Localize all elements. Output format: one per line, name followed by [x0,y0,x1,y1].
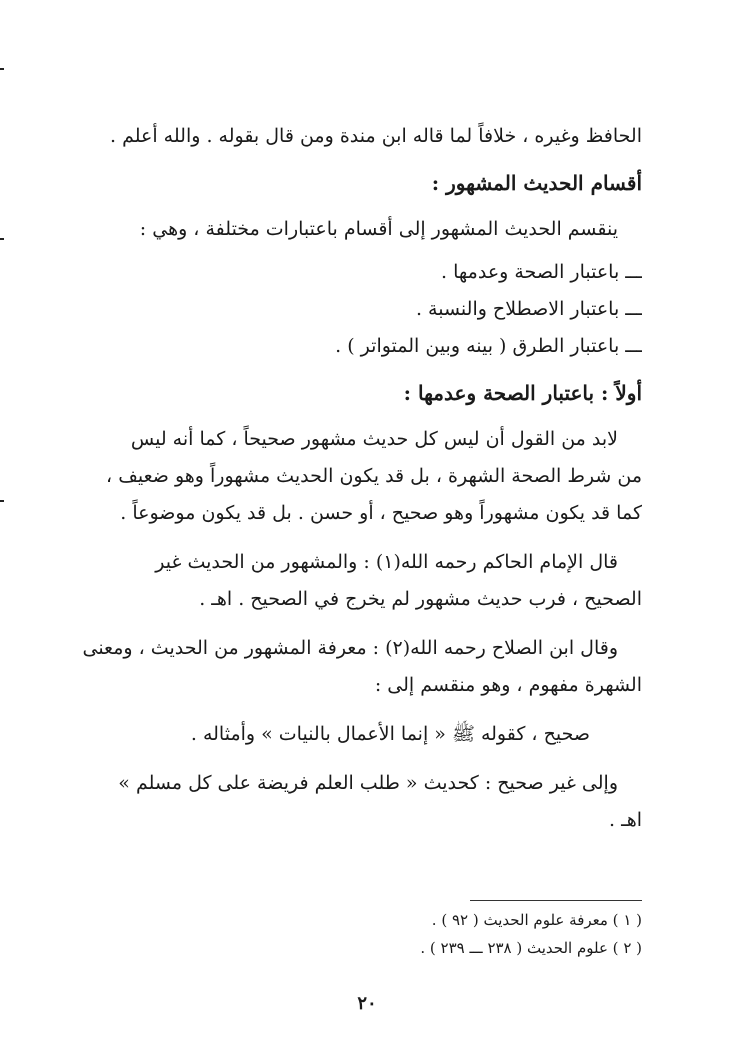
paragraph-line: اهـ . [609,809,642,831]
text-line: ينقسم الحديث المشهور إلى أقسام باعتبارات مختلفة ، وهي : [139,218,618,240]
bullet-item: ـــ باعتبار الاصطلاح والنسبة . [415,298,642,320]
section-heading-authenticity: أولاً : باعتبار الصحة وعدمها : [403,381,642,405]
paragraph-line: قال الإمام الحاكم رحمه الله(١) : والمشهور من الحديث غير [155,551,618,573]
footnotes [70,906,642,962]
scan-edge-mark-top [0,68,4,70]
page-number: ٢٠ [357,993,377,1014]
paragraph-line: الشهرة مفهوم ، وهو منقسم إلى : [374,674,642,696]
paragraph-line: وقال ابن الصلاح رحمه الله(٢) : معرفة المشهور من الحديث ، ومعنى [82,637,618,659]
paragraph-line: الصحيح ، فرب حديث مشهور لم يخرج في الصحيح . اهـ . [199,588,642,610]
text-line: صحيح ، كقوله ﷺ « إنما الأعمال بالنيات » وأمثاله . [190,723,590,745]
footnote-item: ( ٢ ) علوم الحديث ( ٢٣٨ ـــ ٢٣٩ ) . [420,939,642,957]
text-line: الحافظ وغيره ، خلافاً لما قاله ابن مندة ومن قال بقوله . والله أعلم . [110,125,642,147]
bullet-item: ـــ باعتبار الصحة وعدمها . [441,261,642,283]
scan-edge-mark-middle [0,238,4,240]
bullet-item: ـــ باعتبار الطرق ( بينه وبين المتواتر ) . [335,335,642,357]
paragraph-line: من شرط الصحة الشهرة ، بل قد يكون الحديث مشهوراً وهو ضعيف ، [106,465,642,487]
page-body [70,118,642,839]
footnote-divider [470,900,642,901]
section-heading-divisions: أقسام الحديث المشهور : [431,171,642,195]
paragraph-line: كما قد يكون مشهوراً وهو صحيح ، أو حسن . بل قد يكون موضوعاً . [120,502,642,524]
scan-edge-mark-lower [0,500,4,502]
paragraph-line: وإلى غير صحيح : كحديث « طلب العلم فريضة على كل مسلم » [118,772,618,794]
paragraph-line: لابد من القول أن ليس كل حديث مشهور صحيحاً ، كما أنه ليس [130,428,618,450]
footnote-item: ( ١ ) معرفة علوم الحديث ( ٩٢ ) . [431,911,642,929]
